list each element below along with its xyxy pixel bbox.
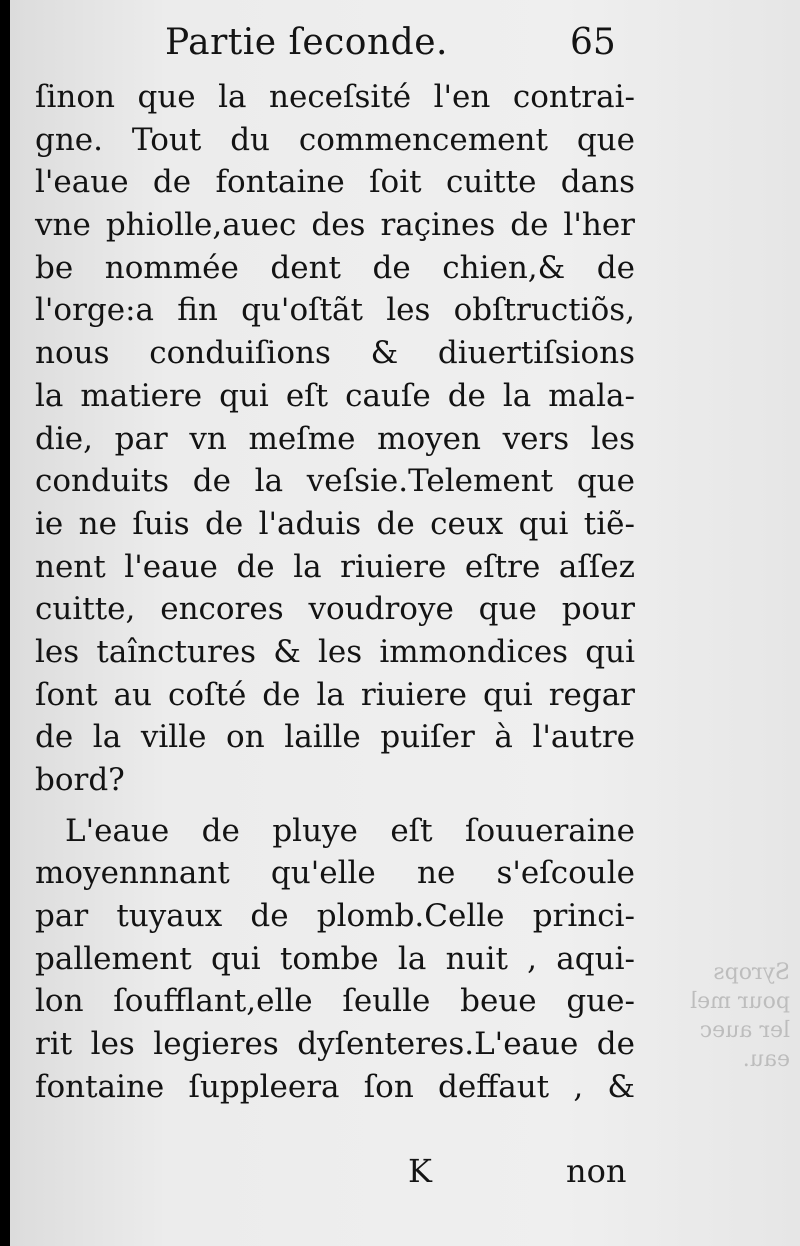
page-number: 65 — [570, 22, 616, 63]
bleed-through-line: Syrops — [713, 960, 790, 985]
catchword: non — [566, 1152, 627, 1190]
text-line: les taînctures & les immondices qui — [35, 633, 635, 670]
text-line: die, par vn meſme moyen vers les — [35, 420, 635, 457]
text-line: lon ſoufflant,elle ſeulle beue gue- — [35, 983, 635, 1020]
page-footer — [10, 1150, 800, 1196]
text-line: de la ville on laille puiſer à l'autre — [35, 719, 635, 756]
text-line: ſont au coſté de la riuiere qui regar — [35, 676, 635, 713]
text-line: rit les legieres dyſenteres.L'eaue de — [35, 1026, 635, 1063]
text-line: par tuyaux de plomb.Celle princi- — [35, 898, 635, 935]
text-line: be nommée dent de chien,& de — [35, 249, 635, 286]
page-header — [10, 18, 800, 72]
text-line: bord? — [35, 762, 125, 798]
text-line: gne. Tout du commencement que — [35, 121, 635, 158]
bleed-through-margin-note — [650, 958, 790, 1074]
bleed-through-line: ler auec — [699, 1018, 790, 1043]
text-line: nent l'eaue de la riuiere eſtre aſſez — [35, 548, 635, 585]
book-page — [10, 0, 800, 1246]
bleed-through-line: pour mel — [690, 989, 790, 1014]
text-line: la matiere qui eſt cauſe de la mala- — [35, 377, 635, 414]
paragraph-gap — [35, 802, 635, 810]
text-line: fontaine ſuppleera ſon deffaut , & — [35, 1068, 635, 1105]
page-gutter — [0, 0, 10, 1246]
text-line: l'eaue de fontaine ſoit cuitte dans — [35, 164, 635, 201]
text-line: vne phiolle,auec des raçines de l'her — [35, 207, 635, 244]
text-line: l'orge:a fin qu'oſtãt les obſtructiõs, — [35, 292, 635, 329]
running-head: Partie ſeconde. — [165, 22, 448, 63]
body-text — [35, 76, 635, 1109]
text-line: moyennnant qu'elle ne s'eſcoule — [35, 855, 635, 892]
signature-mark: K — [408, 1152, 432, 1190]
text-line: conduits de la veſsie.Telement que — [35, 463, 635, 500]
bleed-through-line: eau. — [742, 1047, 790, 1072]
text-line: pallement qui tombe la nuit , aqui- — [35, 940, 635, 977]
text-line: nous conduiſions & diuertiſsions — [35, 335, 635, 372]
paragraph-first-line: L'eaue de pluye eſt ſouueraine — [65, 812, 635, 849]
text-line: ie ne ſuis de l'aduis de ceux qui tiẽ- — [35, 505, 635, 542]
text-line: cuitte, encores voudroye que pour — [35, 591, 635, 628]
text-line: ſinon que la neceſsité l'en contrai- — [35, 79, 635, 115]
